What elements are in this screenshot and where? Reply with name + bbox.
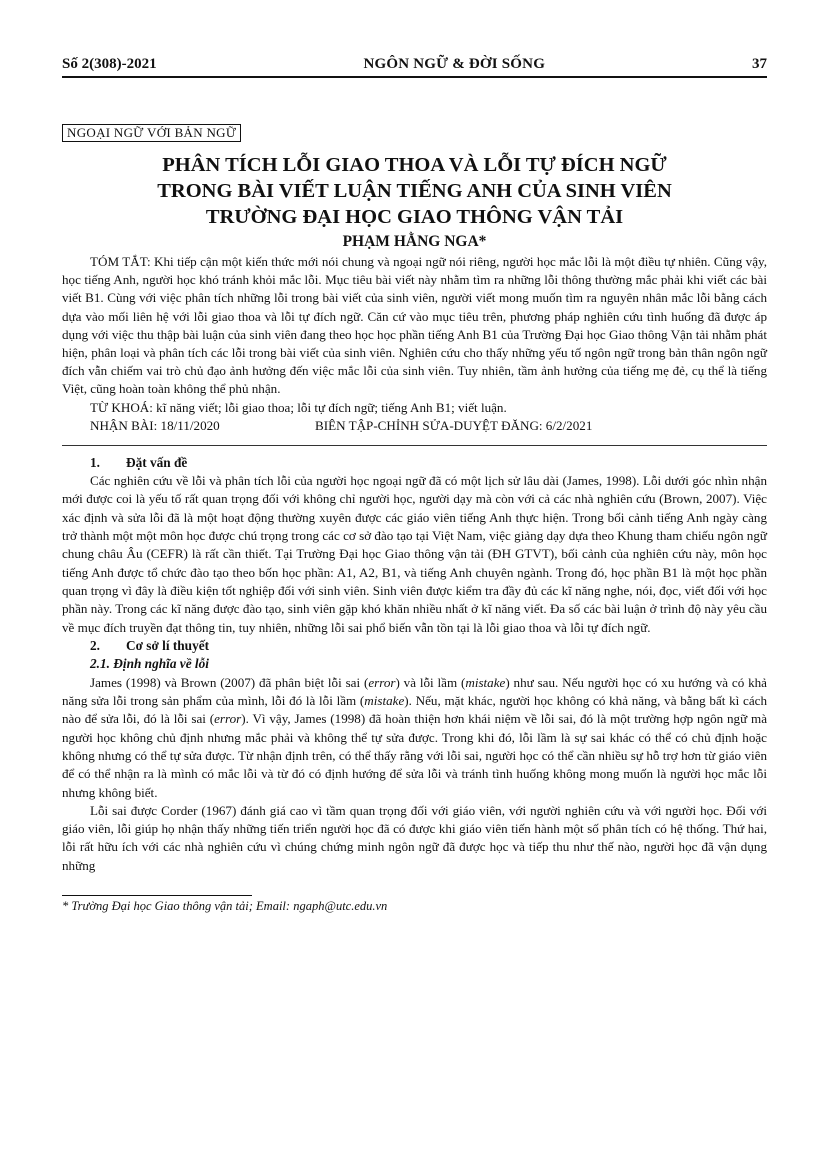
text-run: ) và lỗi lầm (	[395, 674, 466, 690]
title-line: TRONG BÀI VIẾT LUẬN TIẾNG ANH CỦA SINH VIÊN	[157, 180, 672, 202]
abstract	[62, 253, 767, 399]
section-title: Đặt vấn đề	[126, 454, 188, 470]
text-run: ). Nếu, mặt khác, người học không có khả năng, và bằng bất kì cách nào để sửa lỗi, đó là lỗi sai (	[62, 693, 768, 727]
approved-date: BIÊN TẬP-CHỈNH SỬA-DUYỆT ĐĂNG: 6/2/2021	[315, 417, 593, 433]
section-heading	[62, 637, 767, 656]
page-number: 37	[751, 56, 767, 72]
issue-number: Số 2(308)-2021	[62, 56, 157, 72]
paragraph: Các nghiên cứu về lỗi và phân tích lỗi của người học ngoại ngữ đã có một lịch sử lâu dài (James, 1998). Lỗi dưới góc nhìn nhận mới được coi là yếu tố rất quan trọng đối với không chỉ người học, người dạy mà còn với cả các nhà nghiên cứu (Brown, 2007). Việc xác định và sửa lỗi đã là một hoạt động thường xuyên được các giáo viên tiếng Anh thực hiện. Trong bối cảnh tiếng Anh ngày càng trở thành một một môn học được chú trọng trong các cơ sở đào tạo tại Việt Nam, việc giảng dạy dựa theo Khung tham chiếu ngôn ngữ chung châu Âu (CEFR) là rất cần thiết. Tại Trường Đại học Giao thông vận tải (ĐH GTVT), bối cảnh của nghiên cứu này, môn học tiếng Anh được tổ chức đào tạo theo bốn học phần: A1, A2, B1, và tiếng Anh chuyên ngành. Trong đó, học phần B1 là một học phần quan trọng vì đây là điều kiện tốt nghiệp đối với sinh viên. Sinh viên được kiểm tra đầy đủ các kĩ năng nghe, nói, đọc, viết đối với học phần này. Trong các kĩ năng được đào tạo, sinh viên gặp khó khăn nhiều nhất ở kĩ năng viết. Đa số các bài luận ở trình độ này yêu cầu về mục đích truyền đạt thông tin, tuy nhiên, những lỗi sai phổ biến vẫn tồn tại là lỗi giao thoa và lỗi tự đích ngữ.	[62, 473, 767, 635]
abstract-text: TÓM TẮT: Khi tiếp cận một kiến thức mới nói chung và ngoại ngữ nói riêng, người học mắc lỗi là một điều tự nhiên. Cũng vậy, học tiếng Anh, người học khó tránh khỏi mắc lỗi. Mục tiêu bài viết này nhằm tìm ra những lỗi thông thường mắc phải khi viết các bài viết B1. Cùng với việc phân tích những lỗi trong bài viết của sinh viên, người viết mong muốn tìm ra nguyên nhân mắc lỗi bằng cách dựa vào mối liên hệ với lỗi giao thoa và lỗi tự đích ngữ. Căn cứ vào mục tiêu trên, phương pháp nghiên cứu tình huống đã được áp dụng với việc thu thập bài luận của sinh viên đang theo học học phần tiếng Anh B1 của Trường Đại học Giao thông Vận tải nhằm phát hiện, phân loại và phân tích các lỗi trong bài viết của sinh viên. Nghiên cứu cho thấy những yếu tố ngôn ngữ trong bản thân ngôn ngữ đích vẫn chiếm vai trò chủ đạo ảnh hưởng đến việc mắc lỗi của sinh viên. Tuy nhiên, tầm ảnh hưởng của tiếng mẹ đẻ, cụ thể là tiếng Việt, cũng hoàn toàn không thể phủ nhận.	[62, 254, 767, 397]
section-tag: NGOẠI NGỮ VỚI BẢN NGỮ	[62, 124, 241, 142]
italic-term: error	[214, 711, 242, 727]
divider	[62, 445, 767, 446]
italic-term: mistake	[465, 674, 506, 690]
section-number: 1.	[90, 454, 100, 470]
paragraph: Lỗi sai được Corder (1967) đánh giá cao vì tầm quan trọng đối với giáo viên, với người nghiên cứu và với người học. Đối với giáo viên, lỗi giúp họ nhận thấy những tiến triển người học đã có được khi giáo viên tiến hành một số phân tích có hệ thống. Thứ hai, lỗi rất hữu ích với các nhà nghiên cứu vì chúng chứng minh ngôn ngữ đã được học và tiếp thu như thế nào, người học đã vận dụng những	[62, 802, 767, 873]
article-title	[62, 152, 767, 230]
footnote: * Trường Đại học Giao thông vận tải; Email: ngaph@utc.edu.vn	[62, 899, 388, 914]
section-title: Cơ sở lí thuyết	[126, 637, 210, 653]
author-name: PHẠM HẰNG NGA*	[342, 233, 487, 250]
article-meta	[62, 399, 767, 435]
footnote-rule	[62, 895, 252, 896]
italic-term: error	[368, 674, 396, 690]
text-run: ). Vì vậy, James (1998) đã hoàn thiện hơn khái niệm về lỗi sai, đó là một trường hợp ngôn ngữ mà người học không chủ định nhưng mắc phải và không thể tự sửa được. Trong khi đó, lỗi lầm là sự sai khác có thể có chủ định hoặc không nhưng có thể tự sửa được. Từ nhận định trên, có thể thấy rằng với lỗi sai, người học có thể cần nhiều sự hỗ trợ hơn từ giáo viên để có thể nhận ra là mình có mắc lỗi và từ đó có định hướng để sửa lỗi và tránh tình huống không mong muốn là người học mắc lỗi nhưng không biết.	[62, 711, 768, 800]
subsection-heading: 2.1. Định nghĩa về lỗi	[90, 656, 209, 672]
article-body	[62, 454, 767, 875]
paragraph	[62, 674, 767, 802]
italic-term: mistake	[364, 693, 405, 709]
text-run: James (1998) và Brown (2007) đã phân biệt lỗi sai (	[90, 674, 369, 690]
title-line: TRƯỜNG ĐẠI HỌC GIAO THÔNG VẬN TẢI	[205, 206, 624, 228]
keywords: TỪ KHOÁ: kĩ năng viết; lỗi giao thoa; lỗi tự đích ngữ; tiếng Anh B1; viết luận.	[90, 399, 507, 415]
dates-row	[62, 417, 767, 435]
running-header	[62, 56, 767, 78]
journal-name: NGÔN NGỮ & ĐỜI SỐNG	[363, 56, 546, 72]
section-heading	[62, 454, 767, 473]
title-line: PHÂN TÍCH LỖI GIAO THOA VÀ LỖI TỰ ĐÍCH NGỮ	[162, 154, 667, 176]
page	[62, 56, 767, 914]
received-date: NHẬN BÀI: 18/11/2020	[90, 417, 220, 433]
section-number: 2.	[90, 637, 100, 653]
text-run: ) như sau. Nếu người học có xu hướng và có khả năng sửa lỗi trong sản phẩm của mình, lỗi đó là lỗi lầm (	[62, 674, 767, 709]
